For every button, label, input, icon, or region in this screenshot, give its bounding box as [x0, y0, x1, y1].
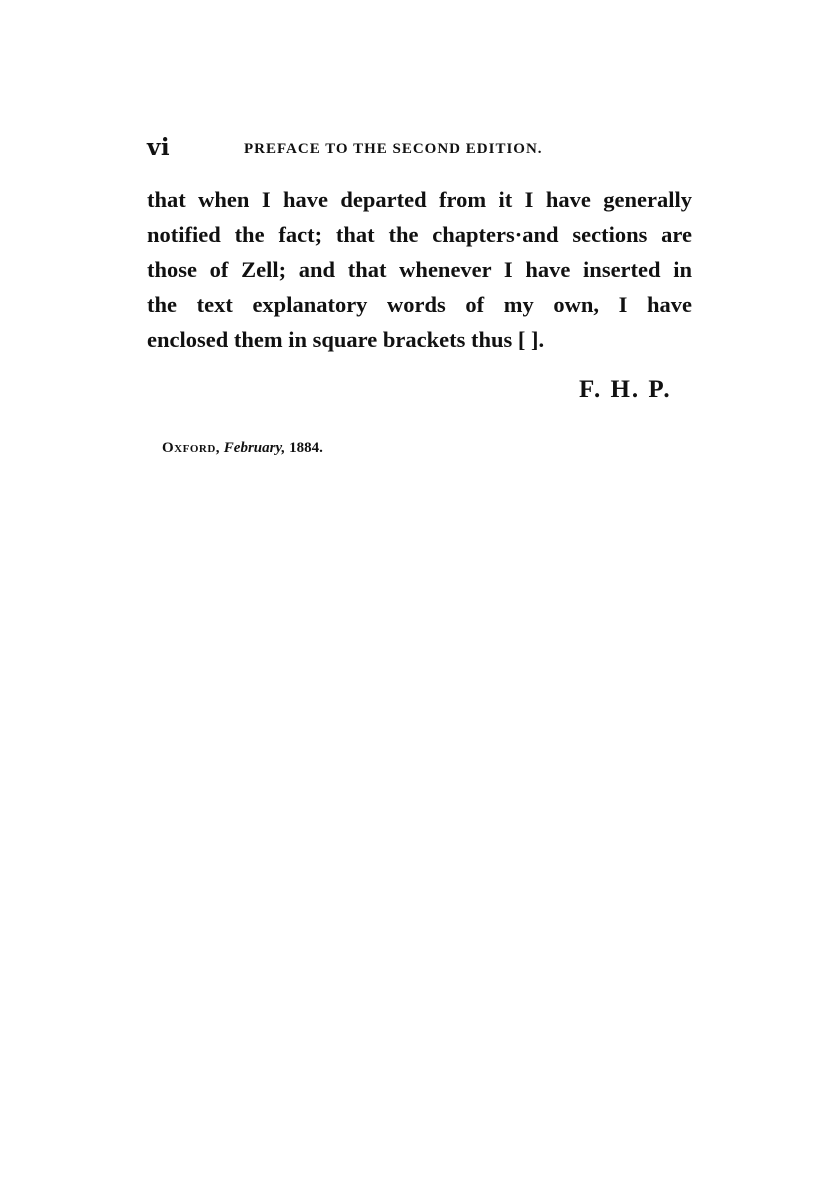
paragraph-line: notified the fact; that the chapters·and sections are [147, 222, 692, 247]
paragraph-line: those of Zell; and that whenever I have inserted in [147, 257, 692, 282]
dateline [162, 438, 323, 458]
page-number: vi [147, 134, 171, 161]
running-title: PREFACE TO THE SECOND EDITION. [244, 141, 543, 157]
paragraph-line: the text explanatory words of my own, I have [147, 292, 692, 317]
dateline-place: Oxford, [162, 440, 221, 456]
dateline-month: February, [223, 440, 286, 456]
author-initials: F. H. P. [579, 376, 672, 403]
dateline-year: 1884. [289, 440, 323, 456]
paragraph-line: that when I have departed from it I have generally [147, 187, 692, 212]
page-header [147, 134, 692, 164]
paragraph-line: enclosed them in square brackets thus [ ]. [147, 327, 545, 352]
preface-paragraph [147, 182, 692, 357]
